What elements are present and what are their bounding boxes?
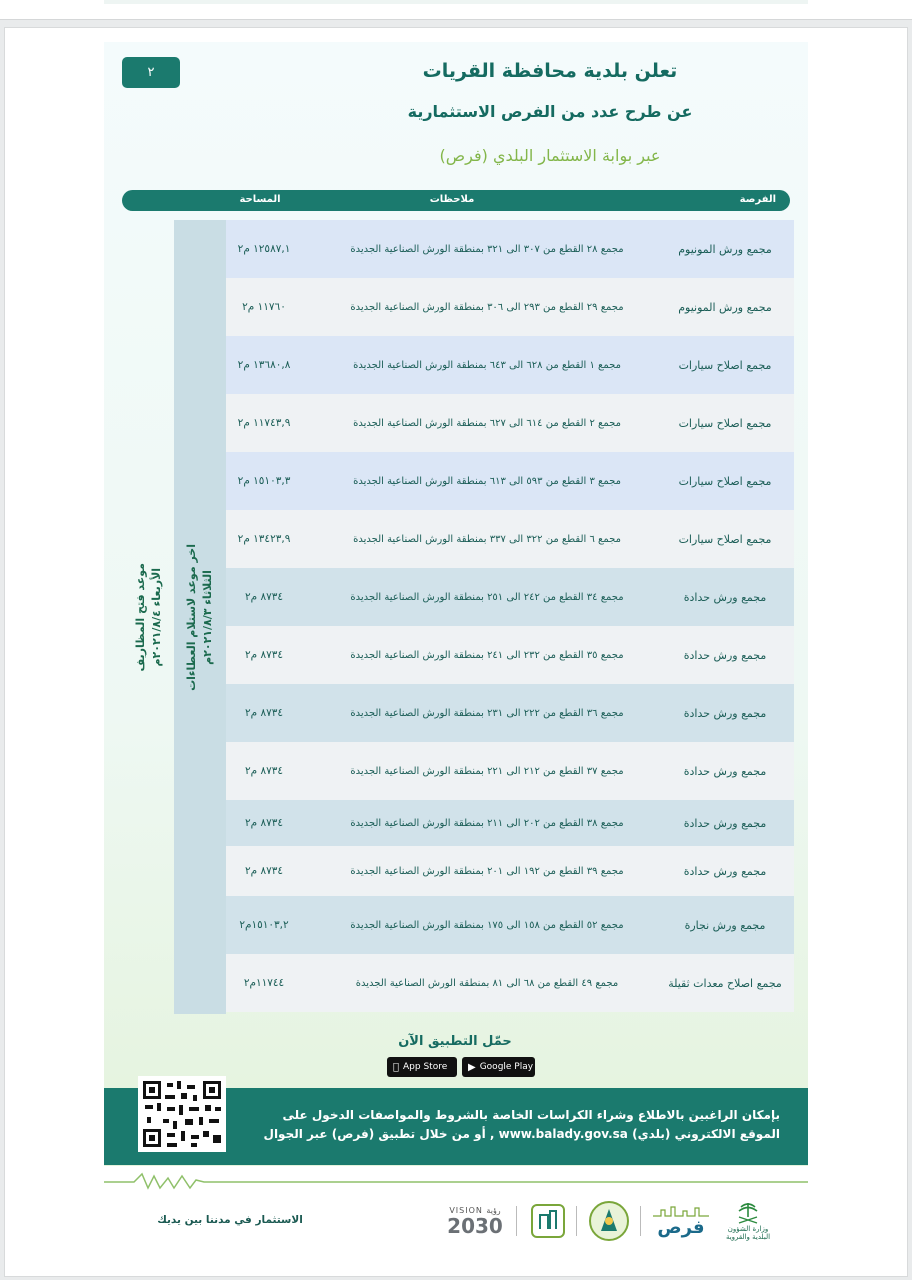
previous-page-edge xyxy=(0,0,912,20)
info-line-1: بإمكان الراغبين بالاطلاع وشراء الكراسات الخاصة بالشروط والمواصفات الدخول على xyxy=(282,1108,780,1122)
cell-area: ٨٧٣٤ م٢ xyxy=(244,649,284,661)
cell-opportunity: مجمع ورش حدادة xyxy=(683,590,767,604)
google-play-label: Google Play xyxy=(479,1062,534,1072)
vision-label: VISION رؤية xyxy=(449,1205,501,1215)
cell-area: ٨٧٣٤ م٢ xyxy=(244,707,284,719)
municipality-logo-icon xyxy=(587,1199,631,1243)
vision-year: 2030 xyxy=(447,1213,503,1238)
cell-notes: مجمع ١ القطع من ٦٢٨ الى ٦٤٣ بمنطقة الورش الصناعية الجديدة xyxy=(353,359,621,371)
municipality-logo xyxy=(584,1196,634,1246)
table-row xyxy=(226,742,794,800)
ministry-name: وزارة الشؤون البلدية والقروية xyxy=(725,1225,771,1241)
table-row xyxy=(226,954,794,1012)
table-row xyxy=(226,846,794,896)
cell-area: ١١٧٤٤م٢ xyxy=(243,977,285,989)
cell-notes: مجمع ٣٩ القطع من ١٩٢ الى ٢٠١ بمنطقة الورش الصناعية الجديدة xyxy=(350,865,624,877)
cell-notes: مجمع ٣٦ القطع من ٢٢٢ الى ٢٣١ بمنطقة الورش الصناعية الجديدة xyxy=(350,707,624,719)
ministry-logo xyxy=(718,1196,778,1246)
cell-notes: مجمع ٣ القطع من ٥٩٣ الى ٦١٣ بمنطقة الورش الصناعية الجديدة xyxy=(353,475,621,487)
app-store-label: App Store xyxy=(397,1062,442,1072)
table-header xyxy=(122,190,790,211)
table-row xyxy=(226,220,794,278)
download-app-title: حمّل التطبيق الآن xyxy=(398,1034,512,1049)
cell-area: ٨٧٣٤ م٢ xyxy=(244,591,284,603)
cell-area: ١٥١٠٣,٣ م٢ xyxy=(237,475,291,487)
cell-area: ١١٧٦٠ م٢ xyxy=(242,301,286,313)
qr-code xyxy=(138,1076,226,1152)
table-row xyxy=(226,896,794,954)
page-number-badge: ٢ xyxy=(122,57,180,88)
logo-divider xyxy=(516,1206,517,1236)
cell-opportunity: مجمع ورش حدادة xyxy=(683,864,767,878)
cell-opportunity: مجمع اصلاح سيارات xyxy=(678,416,772,430)
qurayyat-logo-icon xyxy=(528,1201,568,1241)
table-row xyxy=(226,568,794,626)
cell-opportunity: مجمع اصلاح سيارات xyxy=(678,474,772,488)
cell-area: ١٣٦٨٠,٨ م٢ xyxy=(237,359,291,371)
cell-area: ٨٧٣٤ م٢ xyxy=(244,865,284,877)
cell-notes: مجمع ٣٧ القطع من ٢١٢ الى ٢٢١ بمنطقة الورش الصناعية الجديدة xyxy=(350,765,624,777)
info-line-2: الموقع الالكتروني (بلدي) www.balady.gov.sa , أو من خلال تطبيق (فرص) عبر الجوال xyxy=(263,1127,780,1141)
cell-notes: مجمع ٥٢ القطع من ١٥٨ الى ١٧٥ بمنطقة الورش الصناعية الجديدة xyxy=(350,919,624,931)
furas-wordmark: فرص xyxy=(657,1216,705,1238)
furas-logo xyxy=(648,1196,714,1246)
app-store-badge[interactable] xyxy=(387,1057,457,1077)
cell-area: ١٥١٠٣,٢م٢ xyxy=(239,919,289,931)
cell-opportunity: مجمع اصلاح سيارات xyxy=(678,358,772,372)
cell-opportunity: مجمع ورش حدادة xyxy=(683,648,767,662)
cell-notes: مجمع ٣٥ القطع من ٢٣٢ الى ٢٤١ بمنطقة الورش الصناعية الجديدة xyxy=(350,649,624,661)
table-row xyxy=(226,336,794,394)
qurayyat-logo xyxy=(524,1196,572,1246)
cell-opportunity: مجمع ورش المونيوم xyxy=(678,242,772,256)
column-header-notes: ملاحظات xyxy=(429,194,475,205)
deadline-date: الثلاثاء ٢٠٢١/٨/٣م xyxy=(201,569,214,665)
table-row xyxy=(226,278,794,336)
cell-area: ١١٧٤٣,٩ م٢ xyxy=(237,417,291,429)
slogan: الاستثمار في مدننا بين يديك xyxy=(157,1214,303,1226)
play-icon: ▶ xyxy=(468,1061,476,1073)
opening-label: موعد فتح المظاريف xyxy=(134,562,147,672)
palm-swords-icon xyxy=(735,1201,761,1225)
opening-date-cell xyxy=(124,220,174,1014)
cell-notes: مجمع ٢ القطع من ٦١٤ الى ٦٢٧ بمنطقة الورش الصناعية الجديدة xyxy=(353,417,621,429)
table-row xyxy=(226,394,794,452)
cell-notes: مجمع ٦ القطع من ٣٢٢ الى ٣٣٧ بمنطقة الورش الصناعية الجديدة xyxy=(353,533,621,545)
cell-area: ١٢٥٨٧,١ م٢ xyxy=(237,243,291,255)
cell-area: ١٣٤٢٣,٩ م٢ xyxy=(237,533,291,545)
column-header-area: المساحة xyxy=(239,194,281,205)
cell-notes: مجمع ٣٨ القطع من ٢٠٢ الى ٢١١ بمنطقة الورش الصناعية الجديدة xyxy=(350,817,624,829)
logo-divider xyxy=(576,1206,577,1236)
cell-opportunity: مجمع ورش حدادة xyxy=(683,816,767,830)
cell-opportunity: مجمع ورش المونيوم xyxy=(678,300,772,314)
cell-opportunity: مجمع ورش نجارة xyxy=(684,918,766,932)
table-row xyxy=(226,800,794,846)
cell-opportunity: مجمع اصلاح سيارات xyxy=(678,532,772,546)
opportunities-table xyxy=(226,220,794,1012)
logo-divider xyxy=(640,1206,641,1236)
furas-skyline-icon xyxy=(653,1205,709,1217)
cell-opportunity: مجمع اصلاح معدات ثقيلة xyxy=(668,976,782,990)
deadline-cell xyxy=(174,220,226,1014)
table-row xyxy=(226,510,794,568)
cell-opportunity: مجمع ورش حدادة xyxy=(683,706,767,720)
page-subtitle: عن طرح عدد من الفرص الاستثمارية xyxy=(407,102,693,121)
cell-area: ٨٧٣٤ م٢ xyxy=(244,765,284,777)
cell-area: ٨٧٣٤ م٢ xyxy=(244,817,284,829)
page-title: تعلن بلدية محافظة القريات xyxy=(422,60,678,82)
cell-notes: مجمع ٣٤ القطع من ٢٤٢ الى ٢٥١ بمنطقة الورش الصناعية الجديدة xyxy=(350,591,624,603)
table-row xyxy=(226,684,794,742)
cell-notes: مجمع ٢٩ القطع من ٢٩٣ الى ٣٠٦ بمنطقة الورش الصناعية الجديدة xyxy=(350,301,624,313)
opening-date: الأربعاء ٢٠٢١/٨/٤م xyxy=(150,567,163,667)
table-row xyxy=(226,626,794,684)
qr-code-image xyxy=(141,1079,223,1149)
google-play-badge[interactable] xyxy=(462,1057,535,1077)
portal-line: عبر بوابة الاستثمار البلدي (فرص) xyxy=(439,146,661,165)
deadline-label: اخر موعد لاستلام العطاءات xyxy=(185,543,198,691)
vision-2030-logo xyxy=(438,1196,512,1246)
apple-icon xyxy=(393,1062,399,1073)
cell-notes: مجمع ٢٨ القطع من ٣٠٧ الى ٣٢١ بمنطقة الورش الصناعية الجديدة xyxy=(350,243,624,255)
table-row xyxy=(226,452,794,510)
cell-notes: مجمع ٤٩ القطع من ٦٨ الى ٨١ بمنطقة الورش الصناعية الجديدة xyxy=(355,977,619,989)
cell-opportunity: مجمع ورش حدادة xyxy=(683,764,767,778)
column-header-opportunity: الفرصة xyxy=(739,194,776,205)
